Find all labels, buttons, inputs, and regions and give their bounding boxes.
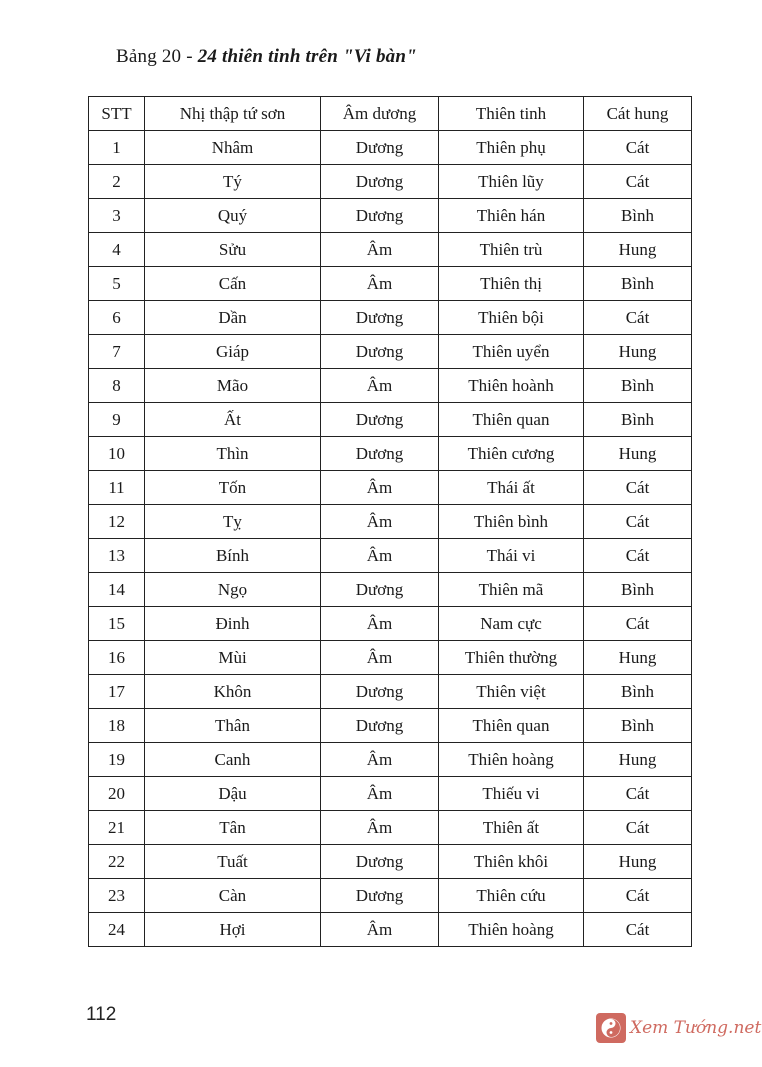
cell-thien-tinh: Thiên cương	[439, 437, 584, 471]
cell-thien-tinh: Thiên bội	[439, 301, 584, 335]
cell-son: Đinh	[145, 607, 321, 641]
cell-cat-hung: Bình	[584, 199, 692, 233]
watermark	[596, 1013, 761, 1043]
cell-son: Tân	[145, 811, 321, 845]
thien-tinh-table	[88, 96, 692, 947]
table-row	[89, 879, 692, 913]
cell-am-duong: Dương	[321, 437, 439, 471]
caption-title: 24 thiên tinh trên "Vi bàn"	[197, 46, 417, 67]
table-row	[89, 743, 692, 777]
cell-stt: 14	[89, 573, 145, 607]
table-row	[89, 607, 692, 641]
cell-am-duong: Dương	[321, 573, 439, 607]
cell-am-duong: Dương	[321, 675, 439, 709]
table-body	[89, 131, 692, 947]
cell-thien-tinh: Thiên bình	[439, 505, 584, 539]
cell-stt: 1	[89, 131, 145, 165]
table-row	[89, 233, 692, 267]
cell-thien-tinh: Thiếu vi	[439, 777, 584, 811]
cell-stt: 6	[89, 301, 145, 335]
header-son: Nhị thập tứ sơn	[145, 97, 321, 131]
cell-cat-hung: Hung	[584, 845, 692, 879]
cell-am-duong: Dương	[321, 335, 439, 369]
cell-son: Tý	[145, 165, 321, 199]
table-row	[89, 709, 692, 743]
cell-thien-tinh: Thái vi	[439, 539, 584, 573]
cell-cat-hung: Bình	[584, 267, 692, 301]
cell-thien-tinh: Nam cực	[439, 607, 584, 641]
cell-am-duong: Âm	[321, 539, 439, 573]
table-row	[89, 369, 692, 403]
cell-thien-tinh: Thiên phụ	[439, 131, 584, 165]
cell-son: Canh	[145, 743, 321, 777]
cell-cat-hung: Hung	[584, 233, 692, 267]
cell-cat-hung: Cát	[584, 777, 692, 811]
cell-am-duong: Dương	[321, 165, 439, 199]
cell-am-duong: Dương	[321, 199, 439, 233]
cell-cat-hung: Bình	[584, 709, 692, 743]
cell-stt: 12	[89, 505, 145, 539]
cell-am-duong: Dương	[321, 709, 439, 743]
cell-thien-tinh: Thiên thường	[439, 641, 584, 675]
table-row	[89, 505, 692, 539]
cell-son: Ngọ	[145, 573, 321, 607]
watermark-text: Xem Tướng.net	[630, 1018, 762, 1038]
cell-stt: 24	[89, 913, 145, 947]
table-row	[89, 301, 692, 335]
cell-son: Hợi	[145, 913, 321, 947]
cell-stt: 5	[89, 267, 145, 301]
table-row	[89, 777, 692, 811]
cell-cat-hung: Bình	[584, 675, 692, 709]
cell-am-duong: Âm	[321, 369, 439, 403]
cell-stt: 15	[89, 607, 145, 641]
cell-stt: 11	[89, 471, 145, 505]
cell-son: Tuất	[145, 845, 321, 879]
cell-stt: 2	[89, 165, 145, 199]
cell-stt: 19	[89, 743, 145, 777]
cell-am-duong: Âm	[321, 777, 439, 811]
cell-son: Mùi	[145, 641, 321, 675]
table-row	[89, 131, 692, 165]
cell-stt: 16	[89, 641, 145, 675]
cell-son: Cấn	[145, 267, 321, 301]
table-row	[89, 811, 692, 845]
cell-son: Giáp	[145, 335, 321, 369]
cell-thien-tinh: Thiên hoàng	[439, 743, 584, 777]
table-row	[89, 335, 692, 369]
cell-son: Thân	[145, 709, 321, 743]
cell-cat-hung: Cát	[584, 505, 692, 539]
cell-thien-tinh: Thiên khôi	[439, 845, 584, 879]
cell-am-duong: Âm	[321, 233, 439, 267]
cell-son: Nhâm	[145, 131, 321, 165]
cell-cat-hung: Hung	[584, 437, 692, 471]
header-stt: STT	[89, 97, 145, 131]
cell-cat-hung: Cát	[584, 811, 692, 845]
cell-thien-tinh: Thiên uyển	[439, 335, 584, 369]
cell-son: Tốn	[145, 471, 321, 505]
cell-cat-hung: Hung	[584, 641, 692, 675]
cell-thien-tinh: Thiên quan	[439, 709, 584, 743]
cell-cat-hung: Hung	[584, 335, 692, 369]
table-header	[89, 97, 692, 131]
table-row	[89, 641, 692, 675]
cell-stt: 8	[89, 369, 145, 403]
cell-thien-tinh: Thiên ất	[439, 811, 584, 845]
cell-cat-hung: Cát	[584, 301, 692, 335]
yin-yang-icon	[596, 1013, 626, 1043]
cell-son: Càn	[145, 879, 321, 913]
cell-am-duong: Âm	[321, 913, 439, 947]
table-row	[89, 471, 692, 505]
cell-cat-hung: Hung	[584, 743, 692, 777]
cell-am-duong: Âm	[321, 267, 439, 301]
table-row	[89, 845, 692, 879]
caption-prefix: Bảng 20 -	[116, 46, 193, 67]
cell-son: Dậu	[145, 777, 321, 811]
cell-cat-hung: Bình	[584, 369, 692, 403]
cell-stt: 9	[89, 403, 145, 437]
table-row	[89, 165, 692, 199]
cell-am-duong: Dương	[321, 301, 439, 335]
cell-son: Sửu	[145, 233, 321, 267]
cell-son: Dần	[145, 301, 321, 335]
cell-cat-hung: Bình	[584, 403, 692, 437]
cell-son: Quý	[145, 199, 321, 233]
table-row	[89, 913, 692, 947]
cell-cat-hung: Cát	[584, 879, 692, 913]
header-am-duong: Âm dương	[321, 97, 439, 131]
cell-am-duong: Dương	[321, 403, 439, 437]
cell-am-duong: Âm	[321, 641, 439, 675]
cell-thien-tinh: Thiên hoành	[439, 369, 584, 403]
cell-cat-hung: Cát	[584, 539, 692, 573]
cell-cat-hung: Cát	[584, 131, 692, 165]
cell-cat-hung: Cát	[584, 471, 692, 505]
cell-son: Thìn	[145, 437, 321, 471]
table-row	[89, 199, 692, 233]
cell-son: Tỵ	[145, 505, 321, 539]
cell-stt: 3	[89, 199, 145, 233]
cell-stt: 4	[89, 233, 145, 267]
cell-am-duong: Âm	[321, 505, 439, 539]
cell-son: Ất	[145, 403, 321, 437]
cell-son: Bính	[145, 539, 321, 573]
header-row	[89, 97, 692, 131]
cell-am-duong: Dương	[321, 845, 439, 879]
cell-thien-tinh: Thiên hoàng	[439, 913, 584, 947]
table-row	[89, 675, 692, 709]
cell-stt: 22	[89, 845, 145, 879]
table-row	[89, 539, 692, 573]
cell-thien-tinh: Thiên mã	[439, 573, 584, 607]
cell-thien-tinh: Thiên cứu	[439, 879, 584, 913]
cell-stt: 23	[89, 879, 145, 913]
table-row	[89, 437, 692, 471]
cell-stt: 10	[89, 437, 145, 471]
cell-am-duong: Dương	[321, 879, 439, 913]
table-row	[89, 573, 692, 607]
cell-stt: 20	[89, 777, 145, 811]
cell-stt: 13	[89, 539, 145, 573]
cell-cat-hung: Cát	[584, 913, 692, 947]
cell-am-duong: Dương	[321, 131, 439, 165]
cell-stt: 18	[89, 709, 145, 743]
cell-thien-tinh: Thiên thị	[439, 267, 584, 301]
cell-am-duong: Âm	[321, 743, 439, 777]
page-number: 112	[86, 1004, 117, 1025]
header-thien-tinh: Thiên tinh	[439, 97, 584, 131]
table-row	[89, 267, 692, 301]
cell-am-duong: Âm	[321, 607, 439, 641]
cell-am-duong: Âm	[321, 471, 439, 505]
cell-thien-tinh: Thiên lũy	[439, 165, 584, 199]
cell-am-duong: Âm	[321, 811, 439, 845]
table-caption	[116, 46, 417, 68]
cell-thien-tinh: Thiên việt	[439, 675, 584, 709]
header-cat-hung: Cát hung	[584, 97, 692, 131]
cell-son: Khôn	[145, 675, 321, 709]
cell-son: Mão	[145, 369, 321, 403]
cell-thien-tinh: Thiên hán	[439, 199, 584, 233]
cell-cat-hung: Cát	[584, 607, 692, 641]
cell-thien-tinh: Thiên trù	[439, 233, 584, 267]
cell-stt: 7	[89, 335, 145, 369]
cell-stt: 17	[89, 675, 145, 709]
cell-cat-hung: Cát	[584, 165, 692, 199]
cell-thien-tinh: Thiên quan	[439, 403, 584, 437]
cell-cat-hung: Bình	[584, 573, 692, 607]
cell-thien-tinh: Thái ất	[439, 471, 584, 505]
cell-stt: 21	[89, 811, 145, 845]
table-row	[89, 403, 692, 437]
